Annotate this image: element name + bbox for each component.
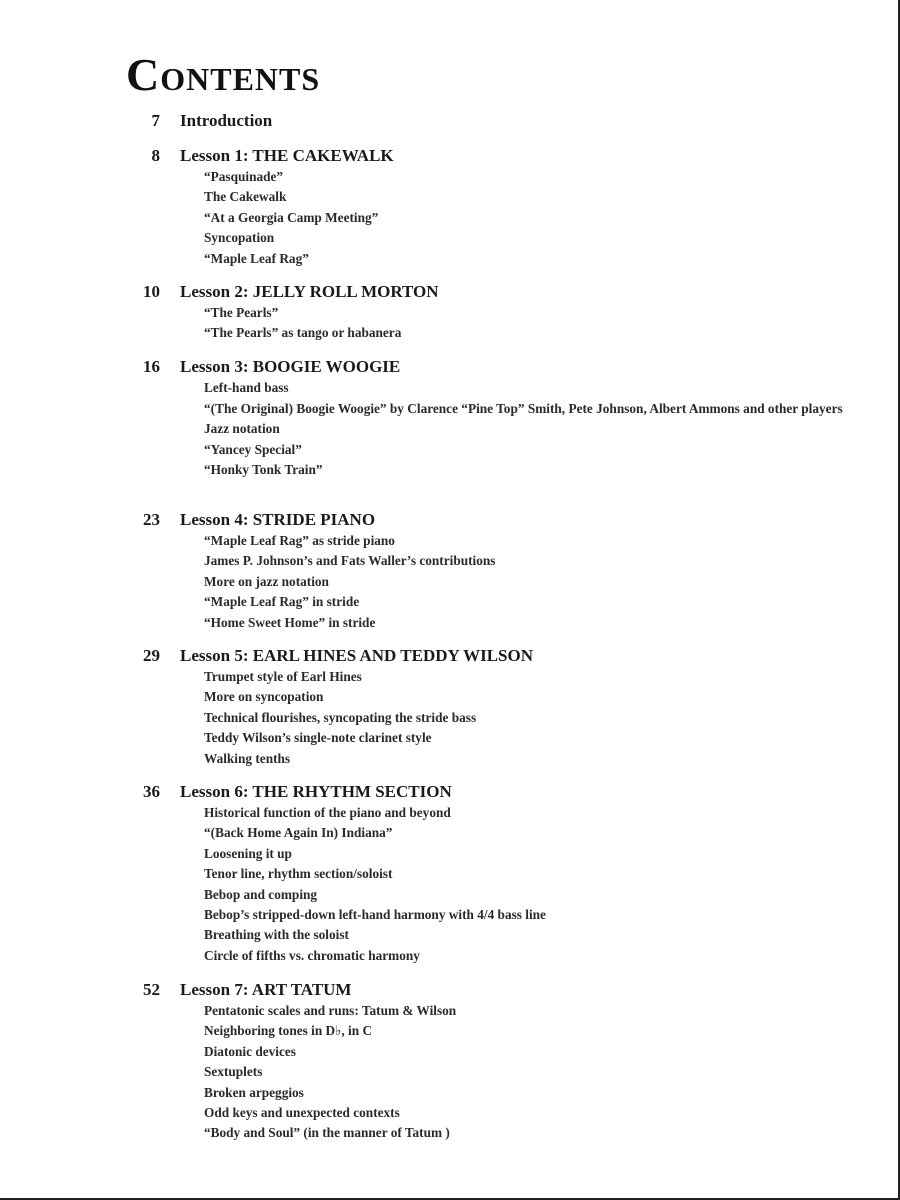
- subtopic: “The Pearls” as tango or habanera: [204, 325, 402, 341]
- subtopic: Bebop’s stripped-down left-hand harmony with 4/4 bass line: [204, 907, 546, 923]
- page-number: 29: [143, 646, 160, 665]
- subtopic: Tenor line, rhythm section/soloist: [204, 866, 393, 882]
- toc-entry-lesson-6: [0, 781, 900, 966]
- toc-entry-lesson-5: [0, 645, 900, 769]
- subtopic: Pentatonic scales and runs: Tatum & Wilson: [204, 1003, 457, 1018]
- section-title: Lesson 5: EARL HINES AND TEDDY WILSON: [180, 646, 533, 665]
- subtopic: “At a Georgia Camp Meeting”: [204, 209, 379, 225]
- subtopic: “(The Original) Boogie Woogie” by Clarence “Pine Top” Smith, Pete Johnson, Albert Ammons and other players: [204, 401, 843, 417]
- subtopic: “Body and Soul” (in the manner of Tatum ): [204, 1125, 450, 1141]
- toc-heading: [0, 356, 900, 378]
- section-title: Lesson 7: ART TATUM: [180, 980, 352, 999]
- subtopic: “The Pearls”: [204, 305, 279, 320]
- section-title: Introduction: [180, 111, 273, 130]
- page-number: 16: [143, 357, 160, 376]
- subtopic: Breathing with the soloist: [204, 927, 349, 943]
- page-number: 23: [143, 510, 160, 529]
- subtopic-list: [0, 167, 900, 269]
- subtopic: Trumpet style of Earl Hines: [204, 669, 362, 684]
- toc-heading: [0, 781, 900, 803]
- subtopic: Broken arpeggios: [204, 1084, 304, 1100]
- section-title: Lesson 4: STRIDE PIANO: [180, 510, 376, 529]
- subtopic: Syncopation: [204, 230, 275, 246]
- toc-entry-lesson-2: [0, 281, 900, 344]
- subtopic: Circle of fifths vs. chromatic harmony: [204, 947, 420, 963]
- subtopic: “Honky Tonk Train”: [204, 462, 323, 478]
- subtopic: More on syncopation: [204, 689, 324, 705]
- section-title: Lesson 1: THE CAKEWALK: [180, 146, 394, 165]
- subtopic: Technical flourishes, syncopating the stride bass: [204, 709, 477, 725]
- subtopic: Teddy Wilson’s single-note clarinet style: [204, 730, 432, 746]
- toc-heading: [0, 145, 900, 167]
- toc-entry-lesson-1: [0, 145, 900, 269]
- section-title: Lesson 2: JELLY ROLL MORTON: [180, 282, 439, 301]
- subtopic: “Maple Leaf Rag” as stride piano: [204, 533, 395, 548]
- subtopic: Sextuplets: [204, 1064, 263, 1080]
- subtopic: Diatonic devices: [204, 1043, 296, 1059]
- subtopic-list: [0, 378, 900, 481]
- subtopic: “Home Sweet Home” in stride: [204, 614, 376, 630]
- subtopic: More on jazz notation: [204, 573, 329, 589]
- subtopic-list: [0, 531, 900, 633]
- toc-entry-introduction: [0, 110, 900, 132]
- toc-heading: [0, 979, 900, 1001]
- toc-heading: [0, 645, 900, 667]
- toc-entry-lesson-4: [0, 509, 900, 633]
- toc-heading: [0, 509, 900, 531]
- subtopic: “Maple Leaf Rag”: [204, 250, 309, 266]
- subtopic: The Cakewalk: [204, 189, 287, 205]
- subtopic: Bebop and comping: [204, 886, 318, 902]
- section-title: Lesson 6: THE RHYTHM SECTION: [180, 782, 452, 801]
- toc-entry-lesson-3: [0, 356, 900, 481]
- toc-heading: [0, 110, 900, 132]
- page-number: 7: [151, 111, 160, 130]
- section-title: Lesson 3: BOOGIE WOOGIE: [180, 357, 401, 376]
- page-number: 36: [143, 782, 160, 801]
- subtopic: “Pasquinade”: [204, 169, 284, 184]
- subtopic: Neighboring tones in D♭, in C: [204, 1023, 373, 1039]
- subtopic: Loosening it up: [204, 845, 292, 861]
- subtopic: “Maple Leaf Rag” in stride: [204, 594, 360, 610]
- subtopic: Jazz notation: [204, 421, 280, 437]
- subtopic-list: [0, 303, 900, 344]
- toc-entry-lesson-7: [0, 979, 900, 1144]
- page-number: 8: [151, 146, 160, 165]
- subtopic-list: [0, 803, 900, 966]
- page-title: Contents: [126, 49, 321, 100]
- subtopic: Historical function of the piano and beyond: [204, 805, 451, 820]
- subtopic: “(Back Home Again In) Indiana”: [204, 825, 393, 841]
- subtopic: James P. Johnson’s and Fats Waller’s contributions: [204, 553, 496, 569]
- subtopic: Odd keys and unexpected contexts: [204, 1105, 400, 1121]
- subtopic: Walking tenths: [204, 750, 291, 766]
- page-number: 10: [143, 282, 160, 301]
- toc-heading: [0, 281, 900, 303]
- subtopic-list: [0, 1001, 900, 1144]
- subtopic: Left-hand bass: [204, 380, 289, 395]
- subtopic-list: [0, 667, 900, 769]
- subtopic: “Yancey Special”: [204, 441, 302, 457]
- page-number: 52: [143, 980, 160, 999]
